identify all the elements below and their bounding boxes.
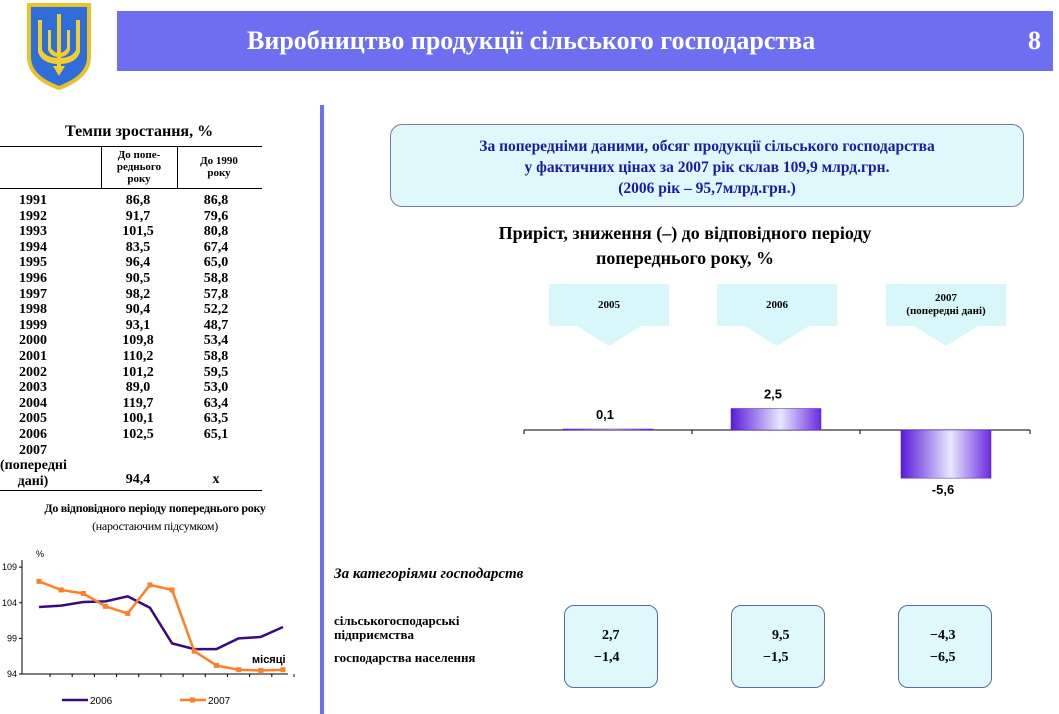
line-y-label: %: [36, 549, 45, 559]
table-cell-y1990: 57,8: [203, 286, 229, 302]
label-agri-enterprises: сільськогосподарські підприємства: [334, 613, 460, 642]
table-cell-year: 1993: [19, 224, 47, 240]
arrow-down-icon: [745, 326, 809, 346]
growth-table-title: Темпи зростання, %: [65, 123, 214, 140]
table-cell-year: 1998: [19, 302, 47, 318]
line-point-2007: [170, 587, 175, 592]
table-bottom-rule: [0, 490, 262, 491]
table-cell-prev: 101,5: [122, 224, 154, 240]
bar-value-label: 0,1: [595, 407, 615, 422]
page-title: Виробництво продукції сільського господарства: [247, 26, 816, 55]
table-cell-year: 2005: [19, 411, 47, 427]
table-cell-prev: 89,0: [125, 380, 151, 396]
value-households: −1,5: [763, 650, 789, 665]
line-chart-title: До відповідного періоду попереднього року: [44, 501, 266, 515]
line-point-2007: [125, 611, 130, 616]
table-cell-year: 2006: [19, 427, 47, 442]
bar-2007: [901, 430, 991, 478]
line-point-2007: [81, 591, 86, 596]
label-households: господарства населення: [334, 650, 476, 665]
table-cell-y1990: 52,2: [203, 302, 229, 318]
bar-2005: [563, 429, 653, 430]
legend-marker-2007: [190, 698, 195, 703]
table-row-2007-1990: x: [212, 472, 220, 487]
table-cell-prev: 98,2: [125, 286, 151, 302]
value-enterprises: 2,7: [602, 628, 620, 643]
legend-label-2007: 2007: [208, 696, 231, 707]
table-cell-year: 2000: [19, 333, 47, 349]
value-enterprises: −4,3: [930, 628, 956, 643]
col-header-prev-year: До попе- реднього року: [116, 149, 162, 185]
bar-chart: [520, 380, 1035, 510]
table-cell-prev: 90,4: [125, 302, 151, 318]
info-box: [390, 124, 1024, 207]
table-cell-year: 1996: [19, 271, 47, 286]
table-cell-y1990: 63,5: [203, 411, 229, 427]
table-cell-year: 2004: [19, 395, 47, 411]
table-cell-prev: 90,5: [125, 271, 151, 286]
table-cell-y1990: 67,4: [203, 239, 229, 255]
table-cell-year: 2003: [19, 380, 47, 396]
line-point-2007: [258, 668, 263, 673]
table-row-2007-year: 2007 (попередні дані): [0, 443, 67, 489]
category-box-2005: [564, 605, 658, 688]
line-point-2007: [147, 582, 152, 587]
table-col-divider: [177, 146, 178, 188]
info-line: За попередніми даними, обсяг продукції сільського господарства: [479, 138, 935, 155]
arrow-down-icon: [914, 326, 978, 346]
table-cell-y1990: 63,4: [203, 395, 229, 411]
table-cell-prev: 91,7: [125, 208, 151, 224]
table-cell-prev: 110,2: [122, 349, 154, 364]
table-cell-y1990: 58,8: [203, 271, 229, 286]
table-cell-year: 2001: [19, 349, 47, 364]
bar-value-label: -5,6: [931, 482, 955, 498]
table-cell-year: 1997: [19, 286, 47, 302]
category-box-2007: [898, 605, 992, 688]
table-top-rule: [0, 146, 262, 147]
table-cell-prev: 96,4: [125, 255, 151, 271]
table-cell-year: 1991: [19, 193, 47, 208]
line-chart-subtitle: (наростаючим підсумком): [92, 519, 218, 533]
arrow-down-icon: [577, 326, 641, 346]
table-cell-prev: 93,1: [125, 317, 151, 333]
legend-label-2006: 2006: [90, 696, 113, 707]
table-cell-y1990: 53,0: [203, 380, 229, 396]
bar-value-label: 2,5: [763, 386, 783, 402]
category-box-2006: [731, 605, 825, 688]
header-bar: [117, 11, 1053, 71]
table-cell-year: 1995: [19, 255, 47, 271]
table-cell-y1990: 59,5: [203, 364, 229, 380]
line-chart: [0, 540, 300, 714]
table-cell-prev: 100,1: [122, 411, 154, 427]
coat-of-arms-emblem: [26, 2, 92, 90]
line-series-2006: [39, 596, 283, 649]
table-cell-y1990: 53,4: [203, 333, 229, 349]
line-y-tick-label: 94: [6, 669, 17, 679]
table-cell-prev: 119,7: [122, 395, 154, 411]
table-cell-y1990: 65,0: [203, 255, 229, 271]
line-y-tick-label: 99: [6, 633, 17, 644]
table-cell-year: 1994: [19, 239, 47, 255]
col-header-1990: До 1990 року: [200, 155, 238, 179]
table-cell-year: 2002: [19, 364, 47, 380]
line-point-2007: [192, 649, 197, 654]
bar-2006: [731, 409, 821, 431]
vertical-divider: [320, 105, 324, 714]
page-number: 8: [1028, 26, 1041, 55]
table-cell-y1990: 86,8: [203, 193, 229, 208]
table-cell-y1990: 48,7: [203, 317, 229, 333]
line-point-2007: [214, 663, 219, 668]
line-point-2007: [281, 667, 286, 672]
value-households: −1,4: [594, 650, 620, 665]
table-cell-prev: 109,8: [122, 333, 154, 349]
table-cell-prev: 83,5: [125, 239, 151, 255]
table-cell-y1990: 65,1: [203, 427, 229, 442]
line-point-2007: [236, 667, 241, 672]
table-cell-prev: 101,2: [122, 364, 154, 380]
table-col-divider: [101, 146, 102, 188]
table-cell-year: 1999: [19, 317, 47, 333]
info-line: у фактичних цінах за 2007 рік склав 109,9 млрд.грн.: [524, 159, 890, 176]
line-point-2007: [59, 587, 64, 592]
info-line: (2006 рік – 95,7млрд.грн.): [618, 180, 796, 197]
line-point-2007: [37, 579, 42, 584]
table-header-rule: [0, 188, 262, 189]
table-cell-prev: 86,8: [125, 193, 151, 208]
line-x-label: місяці: [252, 654, 286, 666]
table-cell-prev: 102,5: [122, 427, 154, 442]
table-cell-year: 1992: [19, 208, 47, 224]
line-y-tick-label: 109: [1, 562, 17, 573]
table-cell-y1990: 80,8: [203, 224, 229, 240]
table-cell-y1990: 79,6: [203, 208, 229, 224]
value-households: −6,5: [930, 650, 956, 665]
line-point-2007: [103, 604, 108, 609]
categories-title: За категоріями господарств: [334, 566, 524, 582]
bar-chart-title: Приріст, зниження (–) до відповідного періоду попереднього року, %: [498, 223, 872, 268]
line-y-tick-label: 104: [1, 597, 17, 608]
table-row-2007-prev: 94,4: [125, 472, 151, 487]
table-cell-y1990: 58,8: [203, 349, 229, 364]
value-enterprises: 9,5: [772, 628, 790, 643]
